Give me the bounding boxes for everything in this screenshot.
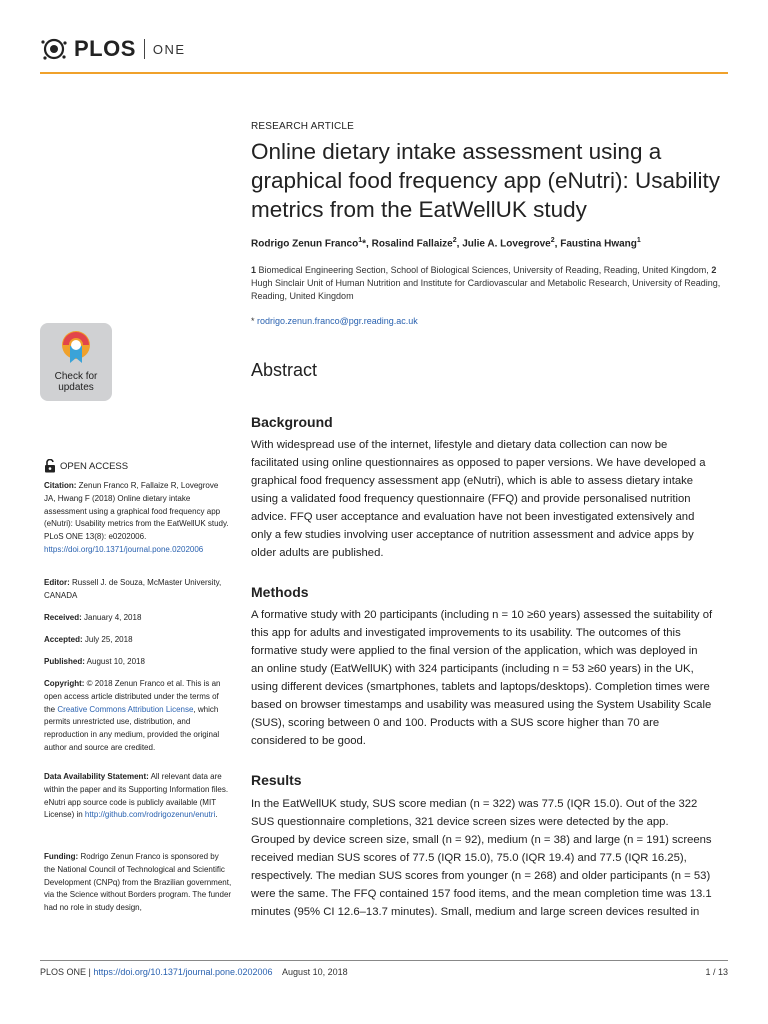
footer-rule	[40, 960, 728, 961]
open-access-badge	[44, 459, 128, 473]
published-block	[44, 656, 232, 669]
background-paragraph: With widespread use of the internet, lifestyle and dietary data collection can now be facilitated using online questionnaires as opposed to paper versions. We have developed a graphical food frequency assessment app (eNutri), which is able to assess dietary intake using a validated food frequency questionnaire (FFQ) and provide personalised nutrition advice. FFQ user acceptance and evaluation have not been investigated extensively and only a few studies involving user acceptance of nutrition assessment and advice apps by older adults are published.	[251, 439, 706, 559]
affiliation-number: 2	[711, 265, 717, 275]
author-list: Rodrigo Zenun Franco$^1$*, Rosalind Fallaize$^2$, Julie A. Lovegrove$^2$, Faustina Hwang$^1$	[251, 237, 641, 250]
author-affil-sup: 2	[550, 237, 555, 244]
header-rule	[40, 72, 728, 74]
logo-plos-text: PLOS	[74, 36, 136, 61]
methods-heading: Methods	[251, 584, 309, 600]
plos-one-logo[interactable]	[40, 34, 186, 64]
affiliation-number: 1	[251, 265, 257, 275]
citation-doi-link[interactable]: https://doi.org/10.1371/journal.pone.0202006	[44, 544, 204, 554]
data-availability-label: Data Availability Statement:	[44, 772, 149, 781]
corresponding-mark: *	[362, 238, 367, 250]
footer-journal: PLOS ONE |	[40, 967, 91, 977]
check-for-updates-label	[55, 371, 98, 393]
article-title: Online dietary intake assessment using a graphical food frequency app (eNutri): Usability metrics from the EatWellUK study	[251, 139, 720, 222]
results-paragraph: In the EatWellUK study, SUS score median (n = 322) was 77.5 (IQR 15.0). Out of the 322 SUS questionnaire completions, 321 device screen sizes were detected by the app. Grouped by device screen size, small (n = 92), medium (n = 38) and large (n = 191) screens received median SUS scores of 77.5 (IQR 15.0), 75.0 (IQR 19.4) and 77.5 (IQR 16.25), respectively. The median SUS scores from younger (n = 268) and older participants (n = 53) were the same. The FFQ contained 157 food items, and the mean completion time was 13.1 minutes (95% CI 12.6–13.7 minutes). Small, medium and large screen devices resulted in	[251, 798, 712, 918]
citation-label: Citation:	[44, 481, 77, 490]
copyright-label: Copyright:	[44, 679, 85, 688]
data-availability-end: .	[215, 810, 218, 820]
copyright-text: © 2018 Zenun Franco et al. This is an open access article distributed under the terms of the	[44, 679, 221, 714]
affiliations	[251, 264, 721, 303]
citation-text: Zenun Franco R, Fallaize R, Lovegrove JA, Hwang F (2018) Online dietary intake assessment using a graphical food frequency app (eNutri): Usability metrics from the EatWellUK study. PLoS ONE 13(8): e0202006.	[44, 481, 229, 542]
published-label: Published:	[44, 657, 85, 666]
funding-text: Rodrigo Zenun Franco is sponsored by the National Council of Technological and Scientific Development (CNPq) from the Brazilian government, via the Science without Borders program. The funder had no role in study design,	[44, 852, 232, 913]
check-for-updates-button[interactable]	[40, 323, 112, 401]
accepted-block	[44, 634, 232, 647]
received-date: January 4, 2018	[84, 613, 142, 622]
background-heading: Background	[251, 414, 333, 430]
cfu-line1: Check for	[54, 371, 98, 382]
received-label: Received:	[44, 613, 82, 622]
footer-date: August 10, 2018	[282, 967, 348, 977]
methods-paragraph: A formative study with 20 participants (including n = 10 ≥60 years) assessed the suitability of this app for adults and investigated improvements to its usability. The outcomes of this formative study were applied to the final version of the application, which was deployed in an online study (EatWellUK) with 324 participants (including n = 53 ≥60 years) in the UK, using different devices (smartphones, tablets and laptops/desktops). Completion times were based on browser timestamps and usability was measured using the System Usability Scale (SUS), scoring between 0 and 100. Products with a SUS score higher than 70 are considered to be good.	[251, 609, 713, 747]
corresponding-email-line	[251, 316, 418, 326]
affiliation-text: Hugh Sinclair Unit of Human Nutrition and Institute for Cardiovascular and Metabolic Research, University of Reading, Reading, United Kingdom	[251, 278, 721, 301]
plos-logo-icon	[40, 36, 68, 62]
editor-block	[44, 577, 232, 603]
crossmark-icon	[60, 329, 92, 367]
affiliation-text: Biomedical Engineering Section, School of Biological Sciences, University of Reading, Reading, United Kingdom,	[258, 265, 709, 275]
author-affil-sup: 1	[358, 237, 363, 244]
accepted-label: Accepted:	[44, 635, 83, 644]
editor-text: Russell J. de Souza, McMaster University, CANADA	[44, 578, 222, 600]
author-name[interactable]: Rodrigo Zenun Franco	[251, 238, 359, 250]
published-date: August 10, 2018	[86, 657, 145, 666]
license-link[interactable]: Creative Commons Attribution License	[57, 704, 194, 714]
open-lock-icon	[44, 459, 56, 473]
received-block	[44, 612, 232, 625]
author-affil-sup: 1	[636, 237, 641, 244]
funding-block	[44, 851, 232, 915]
results-heading: Results	[251, 772, 302, 788]
corresponding-email-link[interactable]: rodrigo.zenun.franco@pgr.reading.ac.uk	[257, 316, 418, 326]
author-name[interactable]: Julie A. Lovegrove	[462, 238, 551, 250]
funding-label: Funding:	[44, 852, 79, 861]
footer-doi-link[interactable]: https://doi.org/10.1371/journal.pone.0202006	[93, 967, 273, 977]
cfu-line2: updates	[58, 382, 94, 393]
copyright-block	[44, 678, 232, 755]
author-name[interactable]: Rosalind Fallaize	[371, 238, 453, 250]
data-availability-block	[44, 771, 232, 822]
author-name[interactable]: Faustina Hwang	[560, 238, 637, 250]
page-number: 1 / 13	[705, 967, 728, 977]
logo-divider	[144, 39, 145, 59]
data-availability-text: All relevant data are within the paper and its Supporting Information files. eNutri app source code is publicly available (MIT License) in	[44, 772, 229, 820]
editor-label: Editor:	[44, 578, 70, 587]
footer-citation	[40, 967, 348, 977]
open-access-label: OPEN ACCESS	[60, 460, 129, 472]
abstract-heading: Abstract	[251, 360, 318, 380]
copyright-text-end: , which permits unrestricted use, distribution, and reproduction in any medium, provided the original author and source are credited.	[44, 704, 220, 752]
citation-block	[44, 480, 232, 557]
author-affil-sup: 2	[452, 237, 457, 244]
github-link[interactable]: http://github.com/rodrigozenun/enutri	[84, 810, 216, 820]
email-mark: *	[251, 316, 255, 326]
article-type: RESEARCH ARTICLE	[251, 121, 355, 132]
logo-one-text: ONE	[152, 41, 186, 57]
accepted-date: July 25, 2018	[84, 635, 133, 644]
